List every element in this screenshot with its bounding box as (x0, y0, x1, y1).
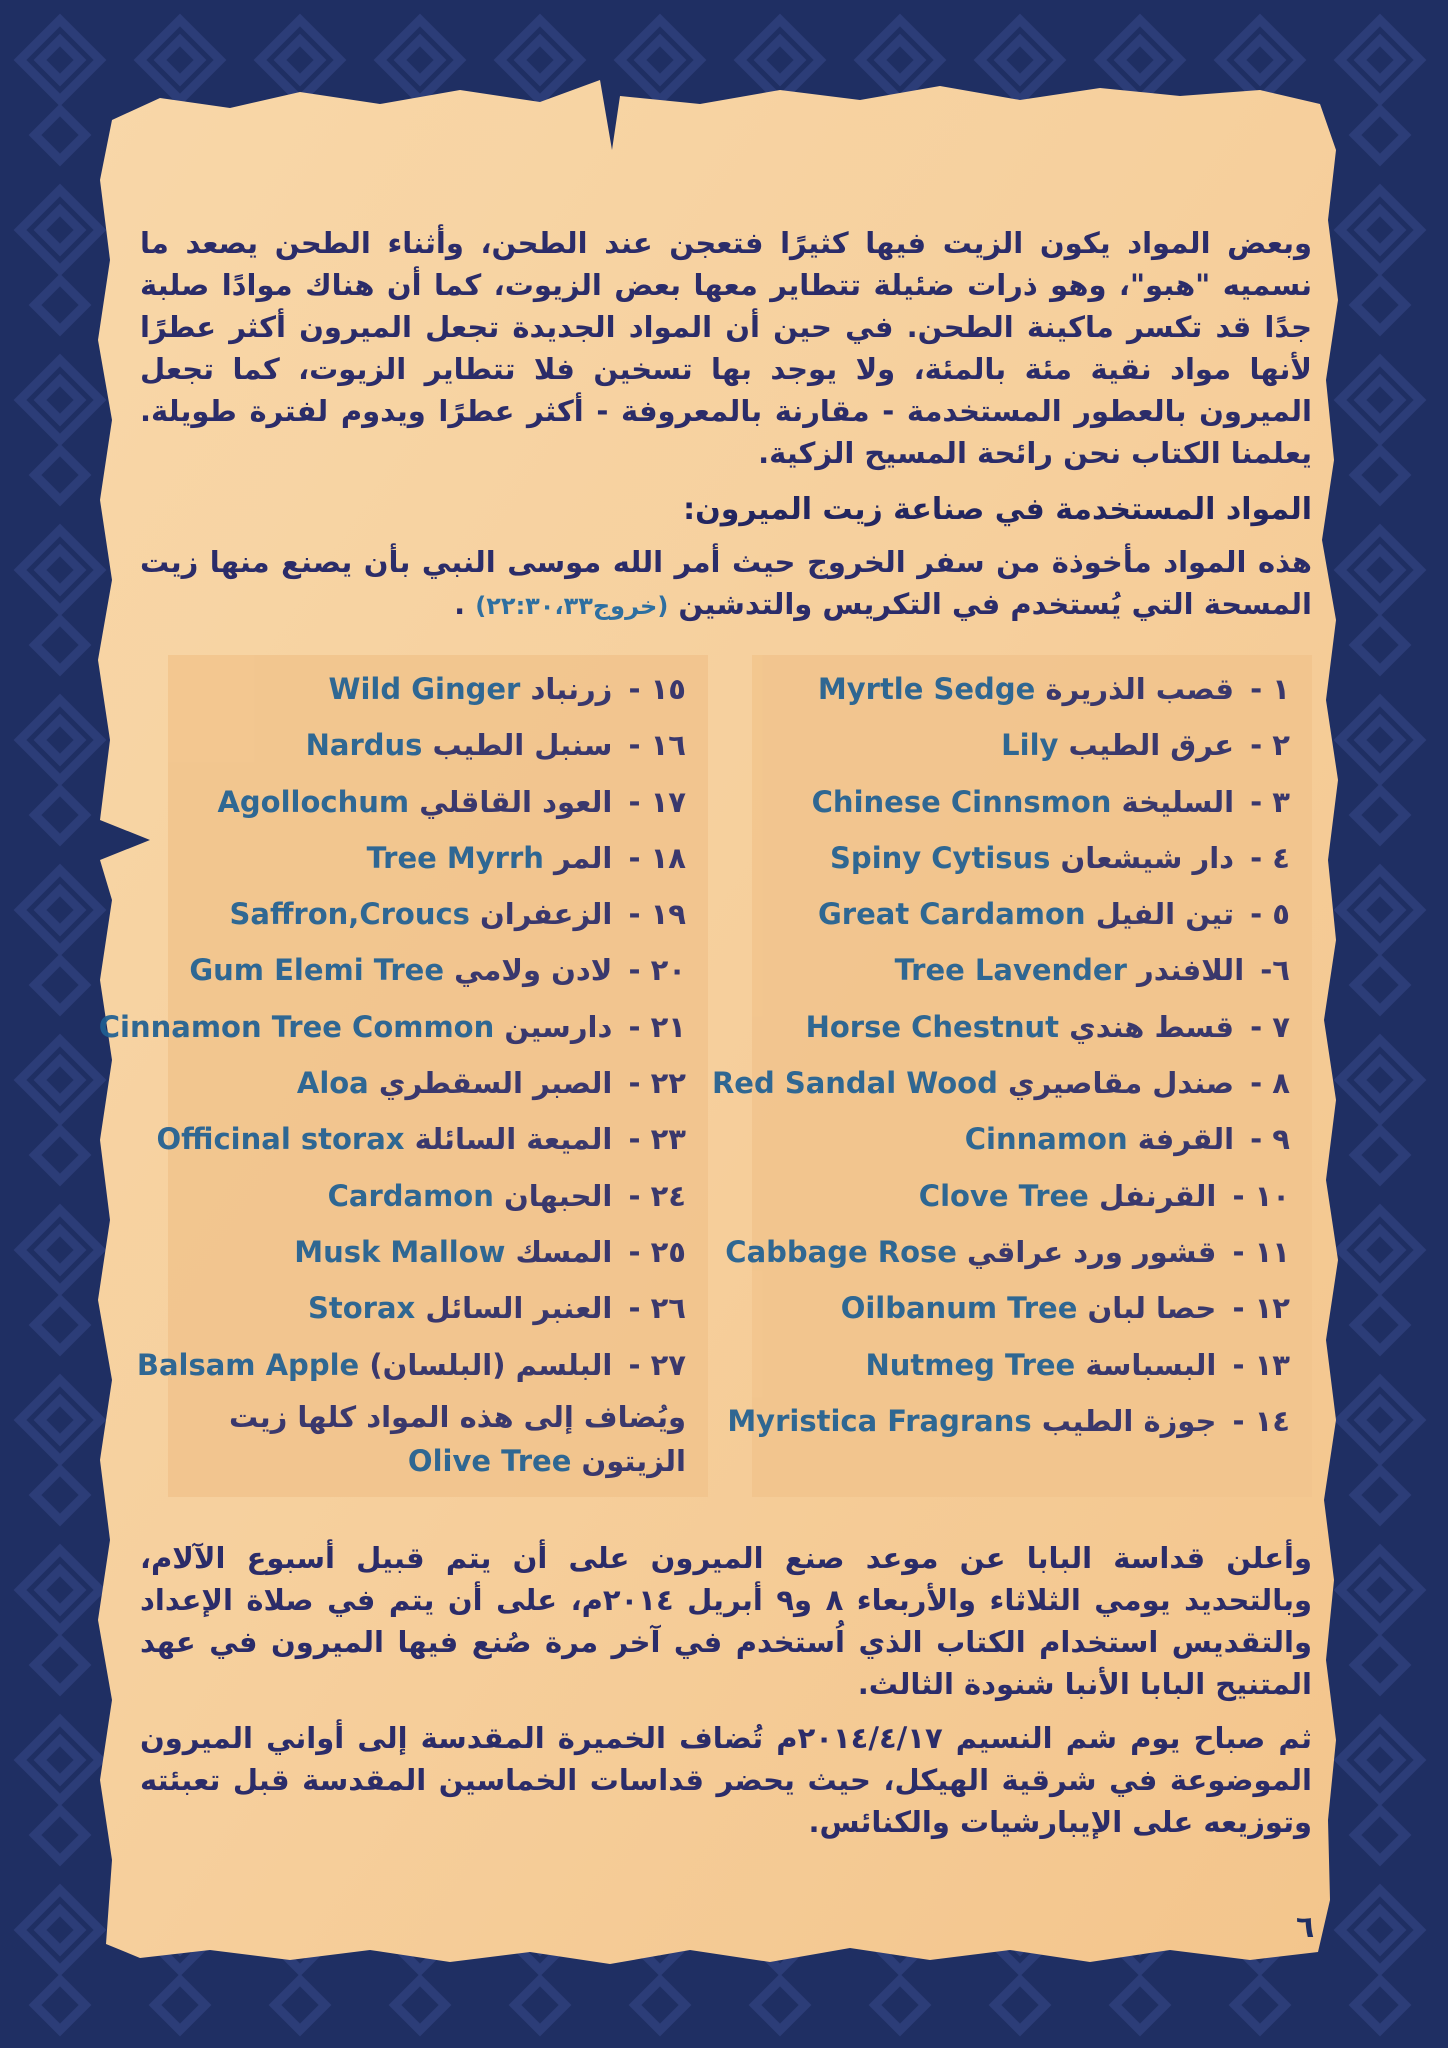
ingredient-number: ٧ - (1250, 1009, 1290, 1044)
ingredient-item (156, 1111, 686, 1167)
ingredient-english: Gum Elemi Tree (189, 953, 444, 988)
ingredient-number: ١٠ - (1232, 1178, 1290, 1213)
ingredient-english: Nutmeg Tree (865, 1347, 1076, 1382)
ingredient-arabic: القرنفل (1098, 1178, 1217, 1213)
ingredients-column-left (98, 655, 708, 1497)
ingredient-english: Chinese Cinnsmon (811, 784, 1112, 819)
ingredient-english: Saffron,Croucs (229, 897, 470, 932)
ingredient-arabic: العود القاقلي (419, 784, 613, 819)
ingredient-number: ٢٦ - (628, 1291, 686, 1326)
ingredient-arabic: الحبهان (503, 1178, 613, 1213)
ingredients-lists (98, 655, 1312, 1497)
ingredient-number: ١١ - (1232, 1234, 1290, 1269)
ingredient-number: ٣ - (1250, 784, 1290, 819)
ingredient-arabic: حصا لبان (1087, 1291, 1217, 1326)
ingredient-item (725, 1224, 1290, 1280)
ingredient-item (711, 1055, 1290, 1111)
section-period: . (454, 587, 466, 621)
page-content (98, 222, 1312, 1855)
ingredient-number: ١٦ - (628, 728, 686, 763)
ingredient-item (182, 1224, 686, 1280)
ingredient-english: Aloa (296, 1066, 369, 1101)
ingredient-item (182, 717, 686, 773)
ingredient-number: ٢٥ - (628, 1234, 686, 1269)
ingredient-english: Cabbage Rose (725, 1234, 957, 1269)
ingredients-column-right (711, 655, 1312, 1497)
section-intro (140, 541, 1312, 627)
ingredient-item (766, 830, 1290, 886)
ingredient-number: ٦- (1260, 953, 1290, 988)
ingredient-arabic: زرنباد (530, 672, 613, 706)
ingredient-arabic: دار شيشعان (1060, 840, 1235, 875)
ingredient-arabic: البسباسة (1085, 1347, 1217, 1382)
closing-note (182, 1395, 686, 1483)
ingredient-english: Cinnamon Tree Common (98, 1009, 495, 1044)
ingredient-english: Horse Chestnut (805, 1009, 1059, 1044)
ingredient-item (766, 661, 1290, 717)
ingredient-item (182, 774, 686, 830)
ingredient-item (766, 886, 1290, 942)
ingredient-item (182, 886, 686, 942)
ingredient-number: ٢ - (1250, 728, 1290, 763)
ingredient-item (182, 1280, 686, 1336)
ingredient-english: Agollochum (217, 784, 410, 819)
ingredient-number: ١٣ - (1232, 1347, 1290, 1382)
closing-note-english: Olive Tree (407, 1443, 572, 1478)
pope-paragraph: وأعلن قداسة البابا عن موعد صنع الميرون على أن يتم قبيل أسبوع الآلام، وبالتحديد يومي الثلاثاء والأربعاء ٨ و٩ أبريل ٢٠١٤م، على أن يتم في صلاة الإعداد والتقديس استخدام الكتاب الذي اُستخدم في آخر مرة صُنع فيها الميرون في عهد المتنيح البابا الأنبا شنودة الثالث. (140, 1541, 1312, 1701)
ingredient-number: ٢٠ - (628, 953, 686, 988)
ingredient-english: Tree Myrrh (366, 840, 544, 875)
ingredient-number: ١٨ - (628, 840, 686, 875)
ingredient-number: ٨ - (1250, 1066, 1290, 1101)
ingredient-arabic: تين الفيل (1095, 897, 1235, 932)
ingredient-arabic: سنبل الطيب (432, 728, 613, 763)
ingredient-item (766, 999, 1290, 1055)
ingredient-english: Storax (307, 1291, 416, 1326)
intro-paragraph: وبعض المواد يكون الزيت فيها كثيرًا فتعجن عند الطحن، وأثناء الطحن يصعد ما نسميه "هبو"، وهو ذرات ضئيلة تتطاير معها بعض الزيوت، كما أن هناك موادًا صلبة جدًا قد تكسر ماكينة الطحن. في حين أن المواد الجديدة تجعل الميرون أكثر عطرًا لأنها مواد نقية مئة بالمئة، ولا يوجد بها تسخين فلا تتطاير الزيوت، كما تجعل الميرون بالعطور المستخدمة - مقارنة بالمعروفة - أكثر عطرًا ويدوم لفترة طويلة. يعلمنا الكتاب نحن رائحة المسيح الزكية. (140, 226, 1312, 470)
ingredient-arabic: قسط هندي (1069, 1009, 1235, 1044)
ingredient-arabic: الزعفران (480, 897, 613, 932)
section-reference: (خروج٢٢:٣٠،٣٣) (475, 592, 669, 620)
ingredient-english: Cardamon (327, 1178, 494, 1213)
section-title: المواد المستخدمة في صناعة زيت الميرون: (683, 492, 1312, 527)
ingredient-item (766, 774, 1290, 830)
ingredient-item (766, 1111, 1290, 1167)
ingredient-english: Great Cardamon (818, 897, 1086, 932)
ingredient-item (182, 942, 686, 998)
ingredient-english: Cinnamon (964, 1122, 1128, 1157)
ingredient-number: ٢٣ - (628, 1122, 686, 1157)
ingredient-arabic: المر (554, 840, 613, 875)
ingredient-english: Officinal storax (156, 1122, 405, 1157)
ingredient-english: Red Sandal Wood (711, 1066, 998, 1101)
ingredient-number: ١٢ - (1232, 1291, 1290, 1326)
ingredient-item (727, 1393, 1290, 1449)
ingredient-english: Lily (1001, 728, 1059, 763)
ingredient-item (766, 1337, 1290, 1393)
ingredient-number: ١٥ - (628, 672, 686, 706)
ingredient-arabic: دارسين (504, 1009, 613, 1044)
ingredient-item (182, 661, 686, 717)
ingredient-number: ١ - (1250, 672, 1290, 706)
ingredient-arabic: البلسم (البلسان) (369, 1347, 613, 1382)
ingredient-number: ١٩ - (628, 897, 686, 932)
ingredient-arabic: صندل مقاصيري (1007, 1066, 1235, 1101)
ingredient-arabic: عرق الطيب (1068, 728, 1235, 763)
ingredient-number: ٤ - (1250, 840, 1290, 875)
ingredient-arabic: القرفة (1137, 1122, 1235, 1157)
ingredient-english: Myristica Fragrans (727, 1403, 1032, 1438)
ingredient-item (766, 717, 1290, 773)
ingredient-english: Balsam Apple (136, 1347, 360, 1382)
final-paragraph: ثم صباح يوم شم النسيم ٢٠١٤/٤/١٧م تُضاف الخميرة المقدسة إلى أواني الميرون الموضوعة في شرقية الهيكل، حيث يحضر قداسات الخماسين المقدسة قبل تعبئته وتوزيعه على الإيبارشيات والكنائس. (140, 1721, 1312, 1839)
ingredient-english: Oilbanum Tree (840, 1291, 1078, 1326)
ingredient-arabic: المسك (515, 1234, 613, 1269)
ingredient-arabic: قشور ورد عراقي (967, 1234, 1217, 1269)
ingredient-english: Clove Tree (918, 1178, 1089, 1213)
ingredient-item (182, 830, 686, 886)
ingredient-arabic: قصب الذريرة (1045, 672, 1235, 706)
ingredient-item (182, 1168, 686, 1224)
ingredient-english: Nardus (305, 728, 423, 763)
ingredient-item (182, 1055, 686, 1111)
ingredient-number: ١٧ - (628, 784, 686, 819)
ingredient-english: Tree Lavender (894, 953, 1127, 988)
ingredient-arabic: السليخة (1121, 784, 1235, 819)
ingredient-number: ٢١ - (628, 1009, 686, 1044)
ingredient-arabic: الصبر السقطري (378, 1066, 613, 1101)
ingredient-english: Wild Ginger (328, 672, 521, 706)
ingredient-number: ٢٧ - (628, 1347, 686, 1382)
ingredient-number: ٩ - (1250, 1122, 1290, 1157)
ingredient-number: ٢٤ - (628, 1178, 686, 1213)
ingredient-arabic: الميعة السائلة (414, 1122, 613, 1157)
ingredient-arabic: العنبر السائل (425, 1291, 613, 1326)
ingredient-item (98, 999, 686, 1055)
ingredient-arabic: جوزة الطيب (1041, 1403, 1217, 1438)
ingredient-arabic: لادن ولامي (454, 953, 613, 988)
ingredient-item (766, 1168, 1290, 1224)
page-number: ٦ (1296, 1910, 1315, 1945)
ingredient-arabic: اللافندر (1137, 953, 1245, 988)
ingredient-number: ٢٢ - (628, 1066, 686, 1101)
ingredient-item (136, 1337, 686, 1393)
closing-note-arabic: ويُضاف إلى هذه المواد كلها زيت الزيتون (229, 1399, 686, 1478)
ingredient-english: Spiny Cytisus (830, 840, 1051, 875)
ingredient-number: ٥ - (1250, 897, 1290, 932)
ingredient-english: Musk Mallow (294, 1234, 506, 1269)
ingredient-item (766, 942, 1290, 998)
ingredient-number: ١٤ - (1232, 1403, 1290, 1438)
ingredient-item (766, 1280, 1290, 1336)
section-intro-text: هذه المواد مأخوذة من سفر الخروج حيث أمر الله موسى النبي بأن يصنع منها زيت المسحة التي يُستخدم في التكريس والتدشين (140, 545, 1312, 621)
ingredient-english: Myrtle Sedge (817, 672, 1036, 706)
